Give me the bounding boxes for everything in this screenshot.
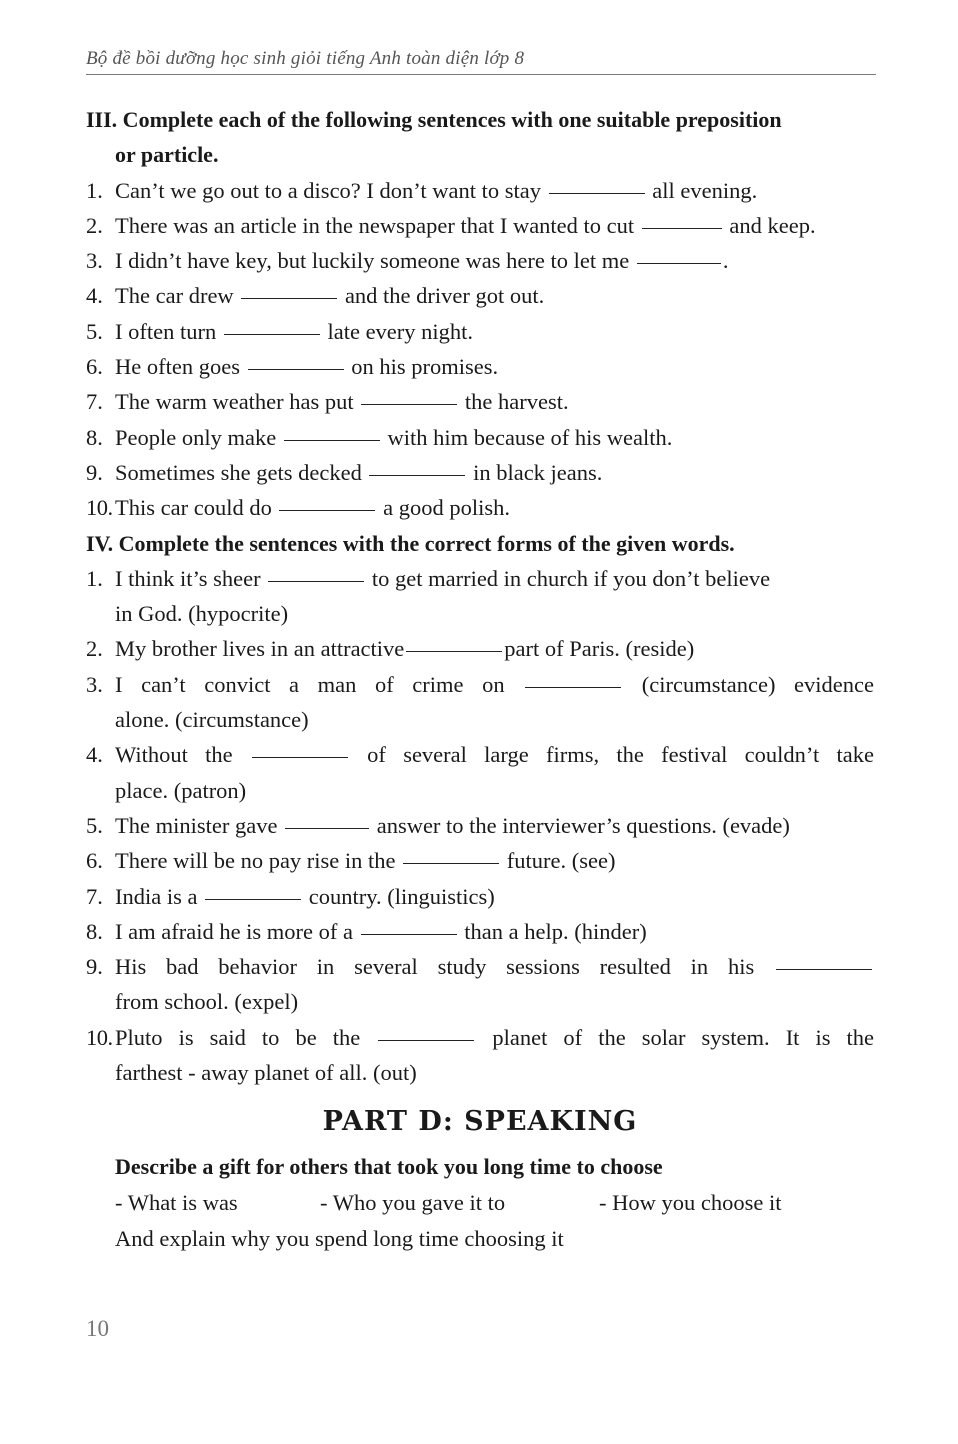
bullet-how: - How you choose it <box>599 1190 782 1216</box>
exercise-item: 8. People only make with him because of his wealth. <box>86 424 673 450</box>
exercise-item: 5. The minister gave answer to the interviewer’s questions. (evade) <box>86 812 790 838</box>
exercise-item: 9. Sometimes she gets decked in black jeans. <box>86 459 603 485</box>
answer-blank[interactable] <box>406 651 502 652</box>
exercise-item: 1. Can’t we go out to a disco? I don’t want to stay all evening. <box>86 177 758 203</box>
exercise-item: 2. There was an article in the newspaper that I wanted to cut and keep. <box>86 212 816 238</box>
exercise-item: 3. I can’t convict a man of crime on (circumstance) evidence <box>86 671 875 697</box>
exercise-item: 9. His bad behavior in several study sessions resulted in his <box>86 949 874 984</box>
answer-blank[interactable] <box>549 193 645 194</box>
section-4-heading: IV. Complete the sentences with the correct forms of the given words. <box>86 530 735 556</box>
exercise-item-cont: in God. (hypocrite) <box>115 601 289 627</box>
exercise-item: 2. My brother lives in an attractive part of Paris. (reside) <box>86 636 695 662</box>
answer-blank[interactable] <box>361 404 457 405</box>
answer-blank[interactable] <box>224 334 320 335</box>
exercise-item: 4. Without the of several large firms, the festival couldn’t take <box>86 742 875 768</box>
exercise-item: 7. The warm weather has put the harvest. <box>86 389 569 415</box>
exercise-item-cont: alone. (circumstance) <box>115 707 309 733</box>
exercise-item: 8. I am afraid he is more of a than a help. (hinder) <box>86 918 647 944</box>
page-number: 10 <box>86 1316 109 1341</box>
speaking-closing: And explain why you spend long time choosing it <box>115 1226 564 1252</box>
exercise-item: 7. India is a country. (linguistics) <box>86 883 495 909</box>
exercise-item: 6. There will be no pay rise in the future. (see) <box>86 848 616 874</box>
section-3-heading-cont: or particle. <box>115 142 219 168</box>
exercise-item: 10. This car could do a good polish. <box>86 495 510 521</box>
answer-blank[interactable] <box>776 969 872 970</box>
answer-blank[interactable] <box>378 1040 474 1041</box>
answer-blank[interactable] <box>241 298 337 299</box>
answer-blank[interactable] <box>252 757 348 758</box>
exercise-item-cont: from school. (expel) <box>115 989 299 1015</box>
exercise-item: 1. I think it’s sheer to get married in church if you don’t believe <box>86 565 771 591</box>
running-header: Bộ đề bồi dưỡng học sinh giỏi tiếng Anh toàn diện lớp 8 <box>86 48 525 69</box>
exercise-item: 5. I often turn late every night. <box>86 318 474 344</box>
answer-blank[interactable] <box>285 828 369 829</box>
answer-blank[interactable] <box>284 440 380 441</box>
exercise-item: 4. The car drew and the driver got out. <box>86 283 545 309</box>
answer-blank[interactable] <box>279 510 375 511</box>
exercise-item: 10. Pluto is said to be the planet of the solar system. It is the <box>86 1024 875 1050</box>
section-3-heading: III. Complete each of the following sentences with one suitable preposition <box>86 107 782 132</box>
answer-blank[interactable] <box>268 581 364 582</box>
bullet-what: - What is was <box>115 1190 238 1216</box>
part-d-title: PART D: SPEAKING <box>322 1106 638 1138</box>
speaking-bullets <box>115 1185 874 1221</box>
answer-blank[interactable] <box>205 899 301 900</box>
speaking-prompt: Describe a gift for others that took you long time to choose <box>115 1154 663 1180</box>
speaking-task <box>86 1148 874 1256</box>
header-rule <box>86 74 876 75</box>
page-content <box>86 102 874 1257</box>
answer-blank[interactable] <box>403 863 499 864</box>
bullet-who: - Who you gave it to <box>320 1190 506 1216</box>
answer-blank[interactable] <box>525 687 621 688</box>
answer-blank[interactable] <box>248 369 344 370</box>
exercise-item-cont: farthest - away planet of all. (out) <box>115 1060 417 1086</box>
exercise-item: 6. He often goes on his promises. <box>86 354 499 380</box>
exercise-item-cont: place. (patron) <box>115 777 247 803</box>
answer-blank[interactable] <box>637 263 721 264</box>
answer-blank[interactable] <box>642 228 722 229</box>
answer-blank[interactable] <box>361 934 457 935</box>
answer-blank[interactable] <box>369 475 465 476</box>
exercise-item: 3. I didn’t have key, but luckily someone was here to let me . <box>86 248 729 274</box>
